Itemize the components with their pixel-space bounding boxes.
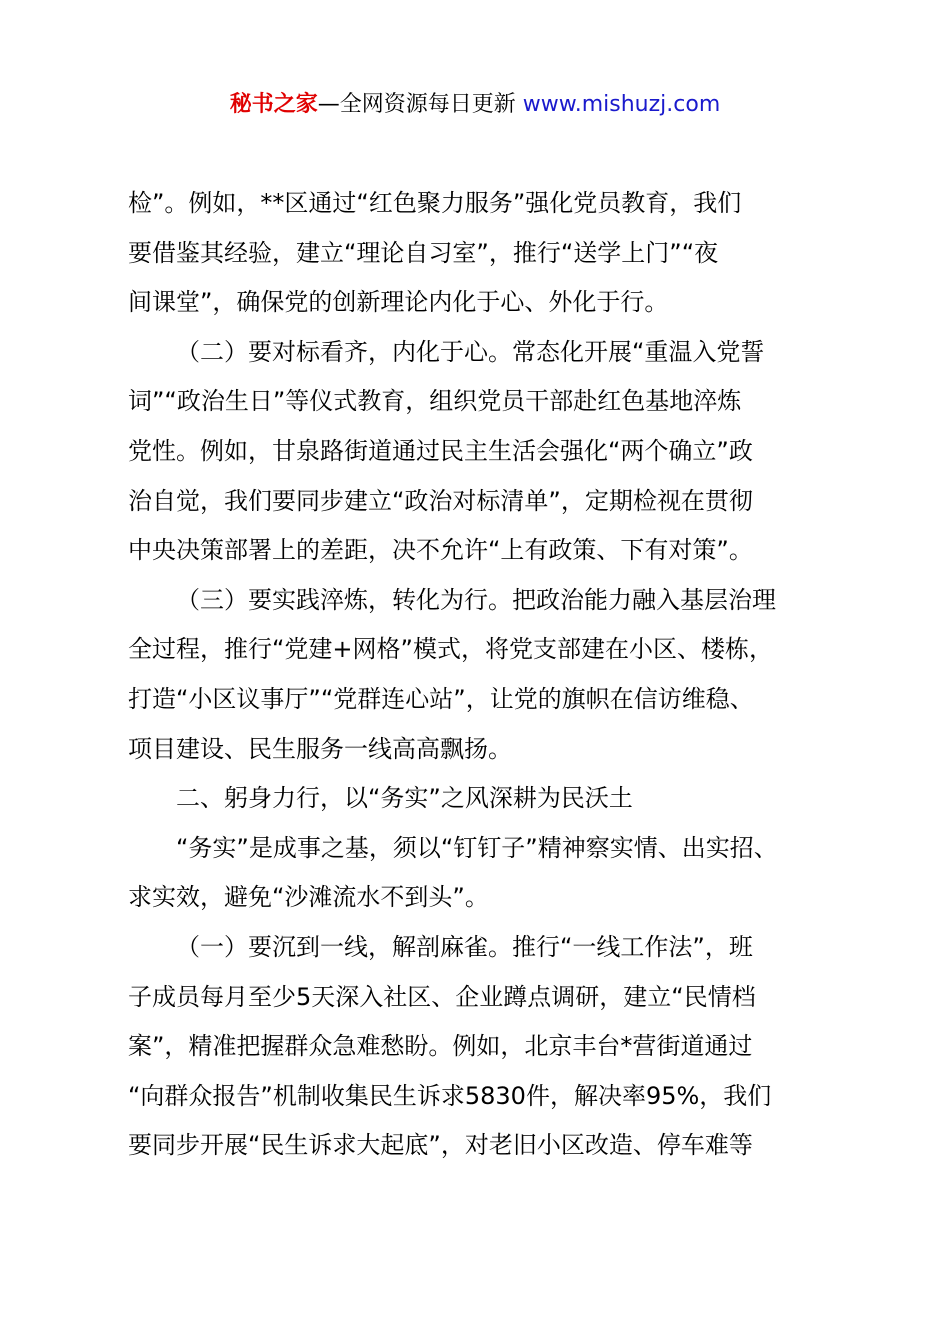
text-line-7: 治自觉，我们要同步建立“政治对标清单”，定期检视在贯彻 (128, 486, 753, 515)
text-line-1: 检”。例如，**区通过“红色聚力服务”强化党员教育，我们 (128, 189, 742, 217)
section-heading: 二、躬身力行，以“务实”之风深耕为民沃土 (176, 784, 633, 813)
text-line-2: 要借鉴其经验，建立“理论自习室”，推行“送学上门”“夜 (128, 238, 719, 267)
paragraph-intro: “务实”是成事之基，须以“钉钉子”精神察实情、出实招、 (176, 833, 778, 862)
site-url-link[interactable]: www.mishuzj.com (522, 92, 721, 117)
text-line-19: “向群众报告”机制收集民生诉求5830件，解决率95%，我们 (128, 1081, 772, 1110)
text-line-15: 求实效，避免“沙滩流水不到头”。 (128, 883, 489, 912)
text-line-8: 中央决策部署上的差距，决不允许“上有政策、下有对策”。 (128, 536, 753, 565)
text-line-20: 要同步开展“民生诉求大起底”，对老旧小区改造、停车难等 (128, 1131, 753, 1160)
site-brand: 秘书之家 (229, 92, 318, 117)
site-tagline: —全网资源每日更新 (317, 92, 523, 117)
text-line-12: 项目建设、民生服务一线高高飘扬。 (128, 734, 512, 763)
text-line-17: 子成员每月至少5天深入社区、企业蹲点调研，建立“民情档 (128, 982, 756, 1011)
text-line-6: 党性。例如，甘泉路街道通过民主生活会强化“两个确立”政 (128, 436, 753, 465)
paragraph-2-start: （二）要对标看齐，内化于心。常态化开展“重温入党誓 (176, 337, 765, 366)
text-line-11: 打造“小区议事厅”“党群连心站”，让党的旗帜在信访维稳、 (128, 684, 754, 713)
paragraph-3-start: （三）要实践淬炼，转化为行。把政治能力融入基层治理 (176, 585, 776, 614)
text-line-5: 词”“政治生日”等仪式教育，组织党员干部赴红色基地淬炼 (128, 387, 742, 416)
text-line-3: 间课堂”，确保党的创新理论内化于心、外化于行。 (128, 288, 669, 317)
paragraph-4-start: （一）要沉到一线，解剖麻雀。推行“一线工作法”，班 (176, 932, 753, 961)
document-body (128, 179, 838, 1171)
text-line-18: 案”，精准把握群众急难愁盼。例如，北京丰台*营街道通过 (128, 1032, 753, 1061)
site-header (0, 88, 950, 122)
text-line-10: 全过程，推行“党建+网格”模式，将党支部建在小区、楼栋， (128, 635, 773, 664)
